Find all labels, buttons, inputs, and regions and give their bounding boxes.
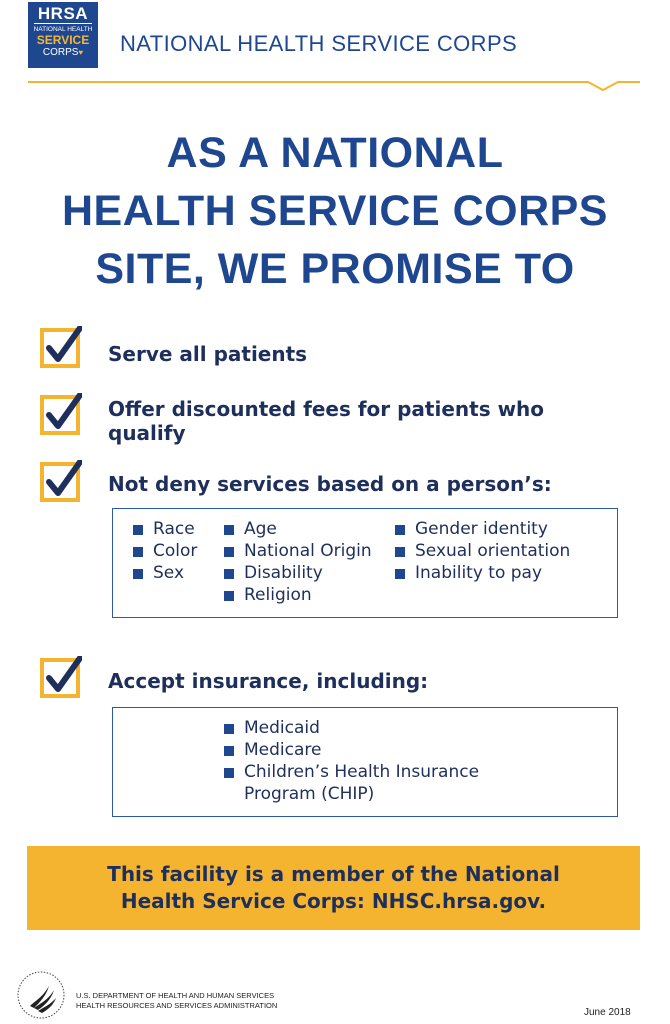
bullet-square-icon	[224, 724, 234, 734]
deny-list-col-1	[133, 518, 197, 584]
bullet-square-icon	[395, 547, 405, 557]
org-name: NATIONAL HEALTH SERVICE CORPS	[120, 31, 518, 56]
logo-service-text: SERVICE	[36, 33, 90, 47]
bullet-square-icon	[133, 569, 143, 579]
title-line-3: SITE, WE PROMISE TO	[95, 245, 575, 293]
deny-list-col-2	[224, 518, 372, 606]
logo-hrsa-text: HRSA	[37, 4, 89, 23]
checkbox-checked-icon	[40, 326, 82, 368]
banner-line-2: Health Service Corps: NHSC.hrsa.gov.	[120, 889, 547, 913]
title-line-2: HEALTH SERVICE CORPS	[62, 187, 608, 235]
list-item: Gender identity	[395, 518, 570, 540]
list-item: Race	[133, 518, 197, 540]
list-item: Medicaid	[224, 717, 479, 739]
logo-corps-row	[28, 47, 98, 58]
list-item: Disability	[224, 562, 372, 584]
promise-serve: Serve all patients	[108, 342, 308, 366]
dept-line-2: HEALTH RESOURCES AND SERVICES ADMINISTRATION	[76, 1001, 278, 1010]
promise-accept-insurance: Accept insurance, including:	[108, 669, 429, 693]
deny-list-col-3	[395, 518, 570, 584]
page-title	[20, 124, 650, 298]
logo-national-health-text: NATIONAL HEALTH	[33, 26, 93, 33]
list-item: Inability to pay	[395, 562, 570, 584]
promise-fees-line-1: Offer discounted fees for patients who	[108, 397, 545, 421]
list-item: Medicare	[224, 739, 479, 761]
logo-divider	[34, 23, 92, 24]
list-item: Sexual orientation	[395, 540, 570, 562]
hrsa-nhsc-logo	[28, 2, 98, 68]
bullet-square-icon	[395, 569, 405, 579]
insurance-panel	[112, 707, 618, 817]
checkbox-checked-icon	[40, 656, 82, 698]
bullet-square-icon	[224, 547, 234, 557]
promise-fees-line-2: qualify	[108, 421, 186, 445]
insurance-list	[224, 717, 479, 805]
promise-not-deny: Not deny services based on a person’s:	[108, 472, 552, 496]
list-item: Children’s Health Insurance Program (CHIP)	[224, 761, 479, 805]
department-name	[76, 991, 277, 1011]
checkbox-checked-icon	[40, 393, 82, 435]
deny-criteria-panel	[112, 508, 618, 618]
bullet-square-icon	[224, 746, 234, 756]
publish-date: June 2018	[584, 1007, 631, 1018]
bullet-square-icon	[224, 525, 234, 535]
list-item: National Origin	[224, 540, 372, 562]
checkbox-checked-icon	[40, 460, 82, 502]
promise-discounted-fees	[108, 397, 544, 445]
logo-corps-text: CORPS	[42, 47, 79, 58]
heart-icon: ♥	[78, 48, 84, 57]
bullet-square-icon	[224, 591, 234, 601]
bullet-square-icon	[224, 569, 234, 579]
list-item: Sex	[133, 562, 197, 584]
header-divider-line	[28, 78, 640, 94]
membership-banner	[27, 846, 640, 930]
bullet-square-icon	[224, 768, 234, 778]
list-item: Age	[224, 518, 372, 540]
bullet-square-icon	[133, 547, 143, 557]
list-item: Religion	[224, 584, 372, 606]
banner-line-1: This facility is a member of the National	[107, 862, 560, 886]
list-item: Color	[133, 540, 197, 562]
title-line-1: AS A NATIONAL	[166, 129, 504, 177]
bullet-square-icon	[395, 525, 405, 535]
dept-line-1: U.S. DEPARTMENT OF HEALTH AND HUMAN SERVICES	[76, 991, 275, 1000]
bullet-square-icon	[133, 525, 143, 535]
hhs-seal-icon	[16, 970, 66, 1020]
